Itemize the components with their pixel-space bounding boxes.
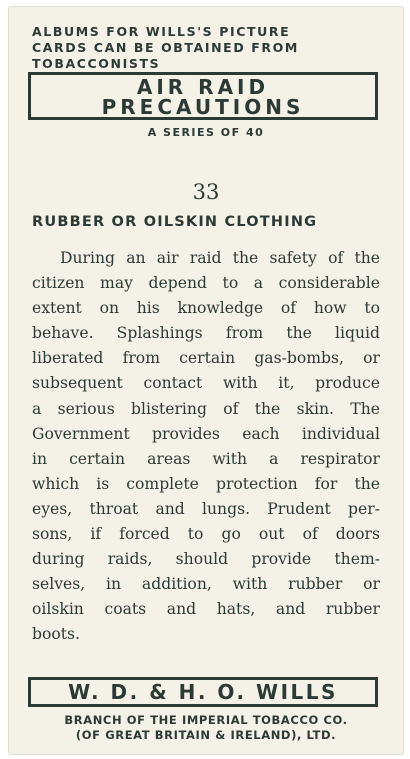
series-title-line2: PRECAUTIONS: [101, 95, 305, 119]
cigarette-card: [8, 6, 404, 755]
body-line: eyes, throat and lungs. Prudent per-: [32, 499, 380, 518]
maker-name-box: [28, 677, 378, 707]
card-title: RUBBER OR OILSKIN CLOTHING: [32, 214, 318, 230]
card-body: [32, 246, 380, 648]
body-line: selves, in addition, with rubber or: [32, 575, 380, 594]
album-notice-line: ALBUMS FOR WILLS'S PICTURE: [32, 24, 291, 39]
card-number: 33: [192, 180, 220, 204]
series-count: A SERIES OF 40: [147, 126, 265, 139]
series-title-line1: AIR RAID: [136, 75, 270, 99]
album-notice: [32, 24, 382, 72]
body-line: sons, if forced to go out of doors: [32, 525, 380, 544]
album-notice-line: TOBACCONISTS: [32, 56, 161, 71]
album-notice-line: CARDS CAN BE OBTAINED FROM: [32, 40, 299, 55]
body-line: oilskin coats and hats, and rubber: [32, 600, 380, 619]
body-line: extent on his knowledge of how to: [32, 299, 380, 318]
maker-name: W. D. & H. O. WILLS: [68, 680, 338, 704]
body-line: which is complete protection for the: [32, 474, 380, 493]
body-line: boots.: [32, 625, 80, 644]
body-line: Government provides each individual: [32, 424, 380, 443]
body-line: subsequent contact with it, produce: [32, 374, 380, 393]
body-line: liberated from certain gas-bombs, or: [32, 349, 380, 368]
body-line: during raids, should provide them-: [32, 550, 380, 569]
body-line: in certain areas with a respirator: [32, 449, 380, 468]
body-line: a serious blistering of the skin. The: [32, 399, 380, 418]
series-title-box: [28, 72, 378, 120]
maker-subtitle-line2: (OF GREAT BRITAIN & IRELAND), LTD.: [75, 728, 337, 742]
maker-subtitle-line1: BRANCH OF THE IMPERIAL TOBACCO CO.: [64, 713, 348, 727]
body-line: During an air raid the safety of the: [60, 249, 380, 267]
body-line: citizen may depend to a considerable: [32, 274, 380, 293]
body-line: behave. Splashings from the liquid: [32, 324, 380, 343]
